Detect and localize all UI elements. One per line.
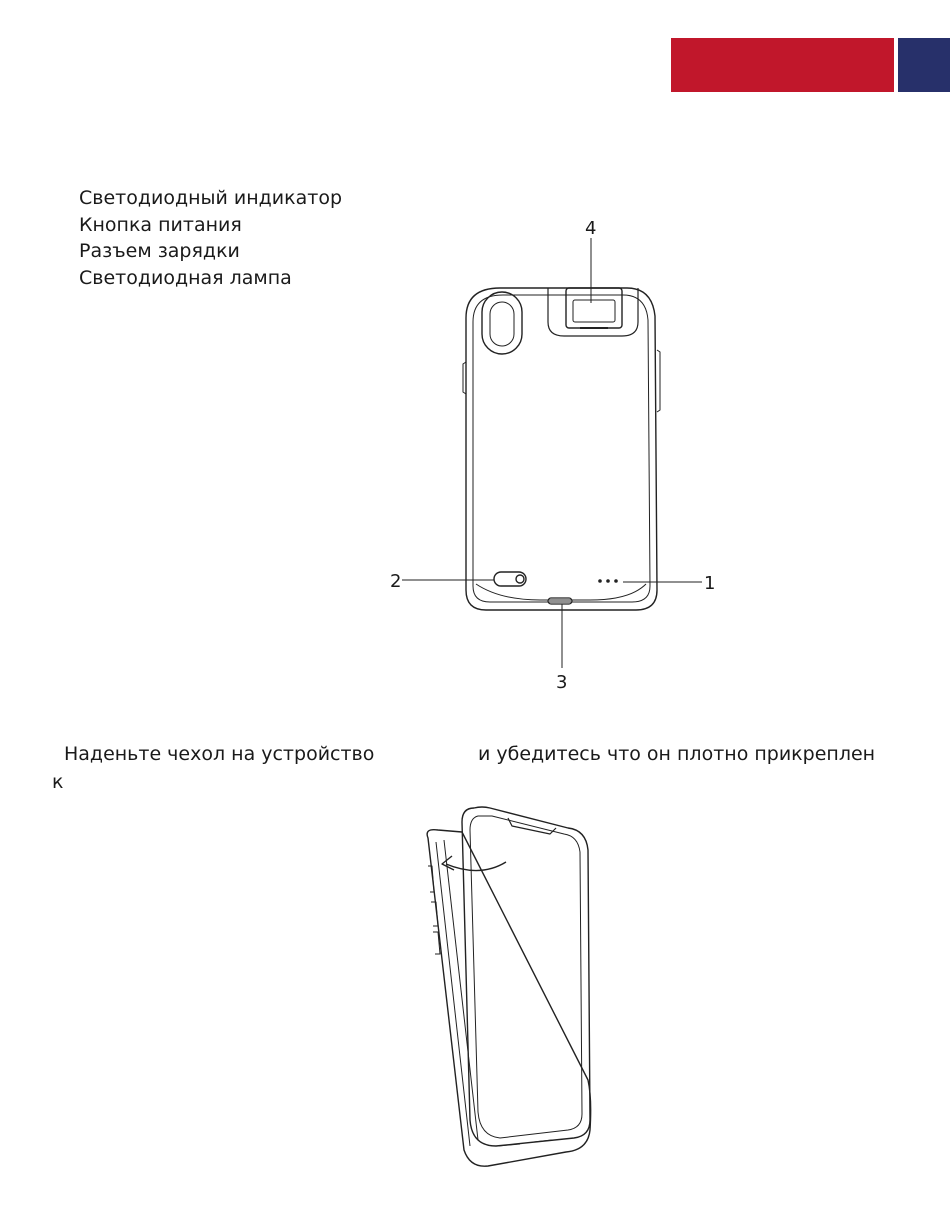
callout-4-label: 4: [585, 218, 597, 239]
phone-outline: [462, 807, 590, 1146]
component-led-lamp: Светодиодная лампа: [79, 266, 292, 289]
component-led-indicator: Светодиодный индикатор: [79, 187, 343, 209]
case-outline-tilted: [427, 830, 591, 1167]
component-charging-port: Разъем зарядки: [79, 240, 240, 262]
camera-cutout: [482, 292, 522, 354]
insert-arrow: [446, 862, 506, 871]
callout-1-label: 1: [704, 573, 716, 594]
header-accent-red: [671, 38, 894, 92]
instruction-text-1: Наденьте чехол на устройство: [64, 743, 375, 765]
components-list: [79, 185, 342, 291]
installation-diagram: [410, 795, 610, 1175]
charging-port: [548, 598, 572, 604]
callout-2-label: 2: [390, 571, 402, 592]
callout-3-label: 3: [556, 672, 568, 693]
power-button: [494, 572, 526, 586]
component-power-button: Кнопка питания: [79, 213, 242, 236]
header-accent-blue: [898, 38, 950, 92]
instruction-text-2: и убедитесь что он плотно прикреплен: [478, 743, 876, 765]
led-indicator: [598, 579, 618, 583]
instruction-text-3: к: [52, 771, 64, 793]
case-back-diagram: [380, 230, 720, 650]
